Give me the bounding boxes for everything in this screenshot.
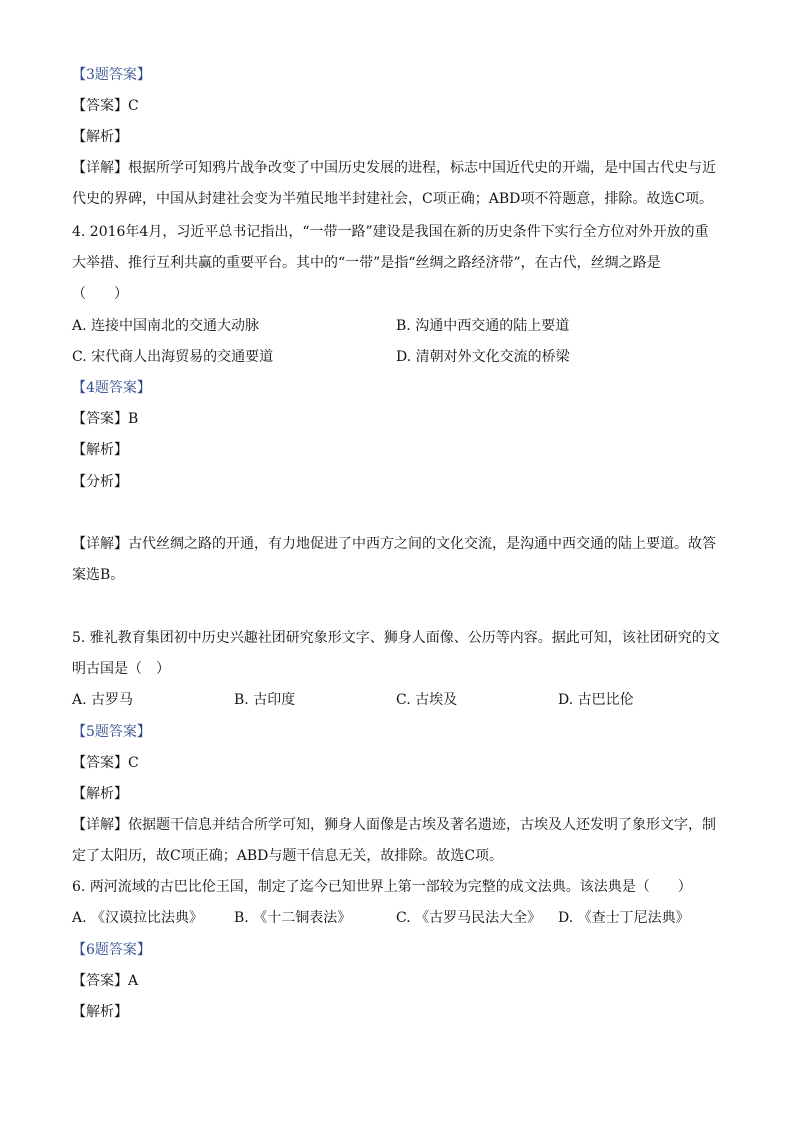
q5-answer: 【答案】C <box>72 755 139 771</box>
q5-option-b: B. 古印度 <box>234 692 296 708</box>
q4-option-b: B. 沟通中西交通的陆上要道 <box>396 318 570 334</box>
q3-detail-line-2: 代史的界碑，中国从封建社会变为半殖民地半封建社会，C项正确；ABD项不符题意，排除。故选C项。 <box>72 191 714 207</box>
q6-analysis-label: 【解析】 <box>72 1004 128 1020</box>
q5-option-a: A. 古罗马 <box>72 692 134 708</box>
q3-answer: 【答案】C <box>72 98 139 114</box>
q4-answer: 【答案】B <box>72 411 139 427</box>
q3-detail-line-1: 【详解】根据所学可知鸦片战争改变了中国历史发展的进程，标志中国近代史的开端，是中国古代史与近 <box>72 160 716 176</box>
q6-stem-line-1: 6. 两河流域的古巴比伦王国，制定了迄今已知世界上第一部较为完整的成文法典。该法典是（ ） <box>72 879 692 895</box>
q5-detail-line-2: 定了太阳历，故C项正确；ABD与题干信息无关，故排除。故选C项。 <box>72 848 504 864</box>
q5-option-d: D. 古巴比伦 <box>558 692 634 708</box>
q4-detail-line-1: 【详解】古代丝绸之路的开通，有力地促进了中西方之间的文化交流，是沟通中西交通的陆上要道。故答 <box>72 536 716 552</box>
q5-stem-line-2: 明古国是（ ） <box>72 661 170 677</box>
q6-option-d: D. 《查士丁尼法典》 <box>558 910 690 926</box>
q4-stem-line-1: 4. 2016年4月，习近平总书记指出，“一带一路”建设是我国在新的历史条件下实行全方位对外开放的重 <box>72 224 709 240</box>
q6-answer: 【答案】A <box>72 973 139 989</box>
q5-detail-line-1: 【详解】依据题干信息并结合所学可知，狮身人面像是古埃及著名遗迹，古埃及人还发明了象形文字，制 <box>72 817 716 833</box>
q4-option-c: C. 宋代商人出海贸易的交通要道 <box>72 349 274 365</box>
q4-stem-line-2: 大举措、推行互利共赢的重要平台。其中的“一带”是指“丝绸之路经济带”，在古代，丝绸之路是 <box>72 255 661 271</box>
q4-fenxi-label: 【分析】 <box>72 474 128 490</box>
q5-answer-header: 【5题答案】 <box>72 724 151 740</box>
q5-option-c: C. 古埃及 <box>396 692 458 708</box>
q6-option-b: B. 《十二铜表法》 <box>234 910 352 926</box>
q4-detail-line-2: 案选B。 <box>72 567 125 583</box>
q4-option-d: D. 清朝对外文化交流的桥梁 <box>396 349 570 365</box>
q3-analysis-label: 【解析】 <box>72 129 128 145</box>
q6-answer-header: 【6题答案】 <box>72 942 151 958</box>
q5-analysis-label: 【解析】 <box>72 786 128 802</box>
q4-option-a: A. 连接中国南北的交通大动脉 <box>72 318 260 334</box>
q6-option-c: C. 《古罗马民法大全》 <box>396 910 542 926</box>
q5-stem-line-1: 5. 雅礼教育集团初中历史兴趣社团研究象形文字、狮身人面像、公历等内容。据此可知，该社团研究的文 <box>72 630 720 646</box>
q3-answer-header: 【3题答案】 <box>72 67 151 83</box>
q4-stem-line-3: （ ） <box>72 286 128 302</box>
q6-option-a: A. 《汉谟拉比法典》 <box>72 910 204 926</box>
q4-answer-header: 【4题答案】 <box>72 380 151 396</box>
q4-analysis-label: 【解析】 <box>72 442 128 458</box>
